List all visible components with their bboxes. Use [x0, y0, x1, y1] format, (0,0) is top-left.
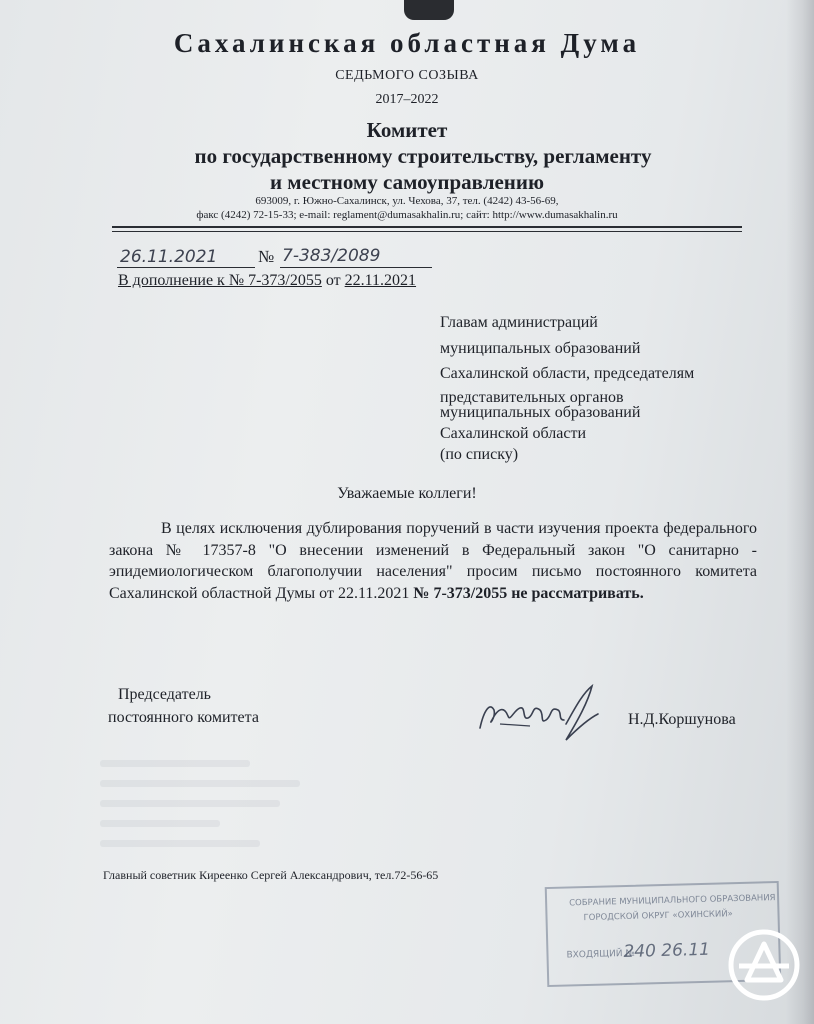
convocation-years: 2017–2022	[375, 92, 439, 107]
addition-date: 22.11.2021	[344, 272, 417, 289]
addressee-line: муниципальных образований	[440, 404, 641, 421]
stamp-org-line2: ГОРОДСКОЙ ОКРУГ «ОХИНСКИЙ»	[583, 909, 733, 924]
executor-info: Главный советник Киреенко Сергей Александрович, тел.72-56-65	[103, 868, 439, 882]
committee-name-line2: по государственному строительству, регламенту	[194, 144, 652, 168]
number-label: №	[258, 247, 275, 266]
greeting: Уважаемые коллеги!	[337, 485, 477, 502]
stamp-incoming-label: ВХОДЯЩИЙ №	[566, 948, 635, 961]
outgoing-date: 26.11.2021	[120, 247, 218, 267]
signatory-name: Н.Д.Коршунова	[628, 711, 736, 728]
bleed-through-line	[100, 820, 220, 827]
convocation: СЕДЬМОГО СОЗЫВА	[335, 68, 479, 83]
outgoing-number: 7-383/2089	[282, 246, 381, 266]
body-text: В целях исключения дублирования поручений в части изучения проекта федерального закона № 17357-8 "О внесении изменений в Федеральный закон "О санитарно - эпидемиологическом благополучии населения" просим письмо постоянного комитета Сахалинской областной Думы от 22.11.2021	[109, 520, 757, 602]
addition-number: В дополнение к № 7-373/2055	[118, 272, 322, 289]
signatory-title-line2: постоянного комитета	[108, 709, 259, 726]
addressee-line: муниципальных образований	[440, 340, 641, 357]
header-rule-thick	[112, 226, 742, 228]
date-underline	[117, 267, 255, 268]
addition-from: от	[321, 272, 345, 289]
committee-contacts: факс (4242) 72-15-33; e-mail: reglament@dumasakhalin.ru; сайт: http://www.dumasakhalin.ru	[196, 209, 618, 221]
duma-name: Сахалинская областная Дума	[173, 28, 641, 58]
number-underline	[280, 267, 432, 268]
handwritten-signature	[470, 680, 620, 750]
body-text-bold: № 7-373/2055 не рассматривать.	[413, 584, 644, 602]
coat-of-arms-emblem	[404, 0, 454, 20]
addressee-line: Сахалинской области, председателям	[440, 365, 695, 382]
letter-body	[109, 518, 757, 604]
stamp-handwritten-number: 240 26.11	[623, 939, 711, 963]
committee-title: Комитет	[366, 118, 448, 142]
committee-name-line3: и местному самоуправлению	[269, 170, 545, 194]
addressee-line: Сахалинской области	[440, 425, 587, 442]
stamp-org-line1: СОБРАНИЕ МУНИЦИПАЛЬНОГО ОБРАЗОВАНИЯ	[569, 893, 776, 909]
bleed-through-line	[100, 840, 260, 847]
header-rule-thin	[112, 231, 742, 232]
reference-addition	[118, 272, 416, 290]
addressee-line: (по списку)	[440, 446, 519, 463]
addressee-line: Главам администраций	[440, 314, 598, 331]
signatory-title-line1: Председатель	[118, 686, 211, 703]
watermark-logo-icon	[727, 928, 801, 1002]
bleed-through-line	[100, 760, 250, 767]
committee-address: 693009, г. Южно-Сахалинск, ул. Чехова, 37, тел. (4242) 43-56-69,	[255, 195, 559, 207]
bleed-through-line	[100, 800, 280, 807]
addressee-line: представительных органов	[440, 389, 624, 406]
bleed-through-line	[100, 780, 300, 787]
